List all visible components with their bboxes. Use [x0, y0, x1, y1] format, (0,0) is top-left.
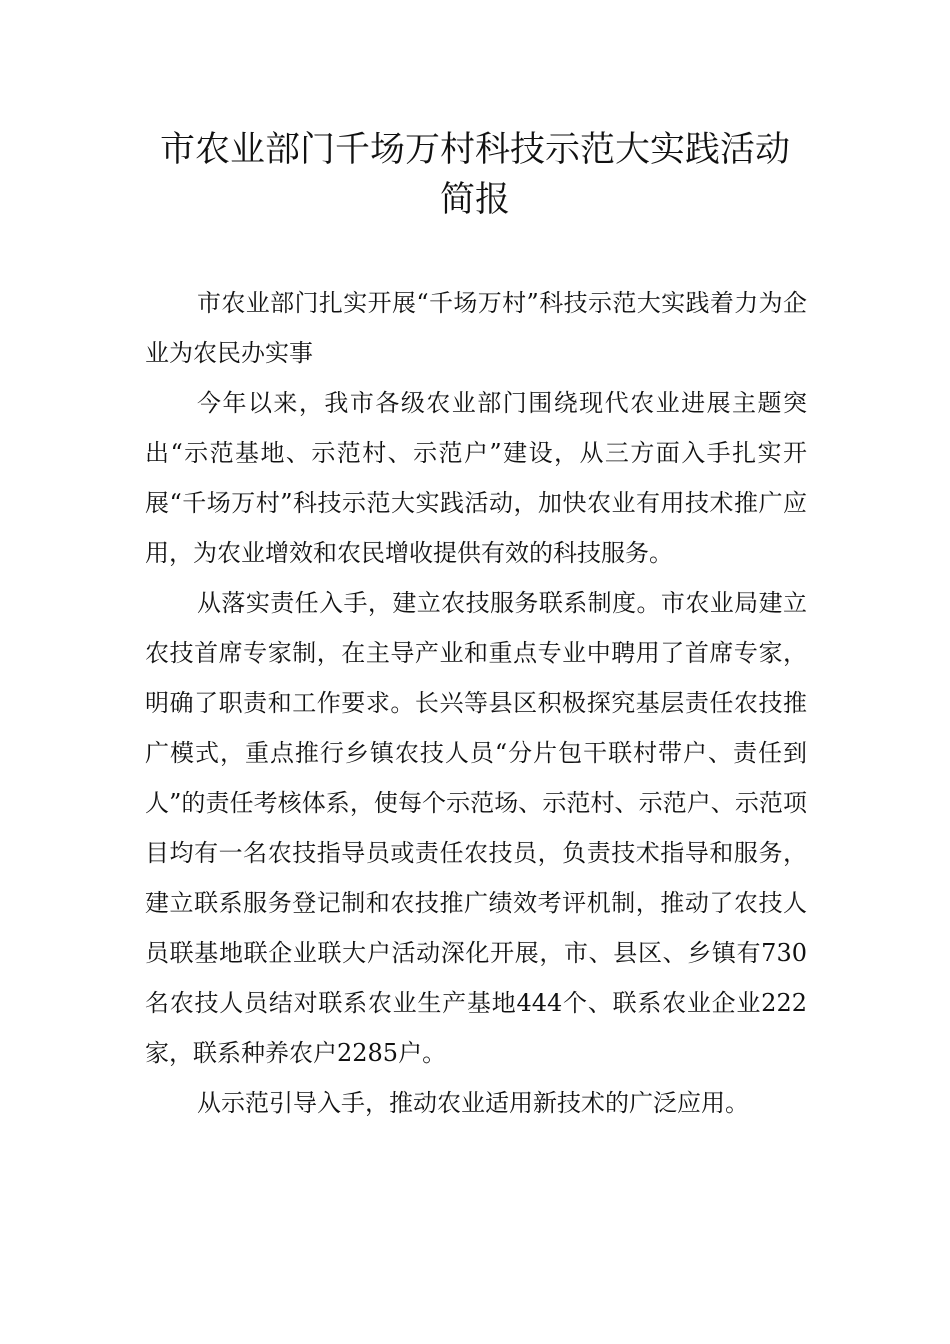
paragraph-responsibility: 从落实责任入手，建立农技服务联系制度。市农业局建立农技首席专家制，在主导产业和重点专业中聘用了首席专家，明确了职责和工作要求。长兴等县区积极探究基层责任农技推广模式，重点推行乡镇农技人员“分片包干联村带户、责任到人”的责任考核体系，使每个示范场、示范村、示范户、示范项目均有一名农技指导员或责任农技员，负责技术指导和服务，建立联系服务登记制和农技推广绩效考评机制，推动了农技人员联基地联企业联大户活动深化开展，市、县区、乡镇有730名农技人员结对联系农业生产基地444个、联系农业企业222家，联系种养农户2285户。 [145, 589, 807, 1067]
paragraph-intro: 今年以来，我市各级农业部门围绕现代农业进展主题突出“示范基地、示范村、示范户”建设，从三方面入手扎实开展“千场万村”科技示范大实践活动，加快农业有用技术推广应用，为农业增效和农民增收提供有效的科技服务。 [145, 389, 807, 567]
paragraph-demonstration: 从示范引导入手，推动农业适用新技术的广泛应用。 [197, 1089, 749, 1117]
document-body [145, 278, 807, 1128]
paragraph-subtitle: 市农业部门扎实开展“千场万村”科技示范大实践着力为企业为农民办实事 [145, 289, 807, 367]
document-title-line-1: 市农业部门千场万村科技示范大实践活动 [159, 130, 790, 170]
document-title-line-2: 简报 [439, 180, 510, 220]
